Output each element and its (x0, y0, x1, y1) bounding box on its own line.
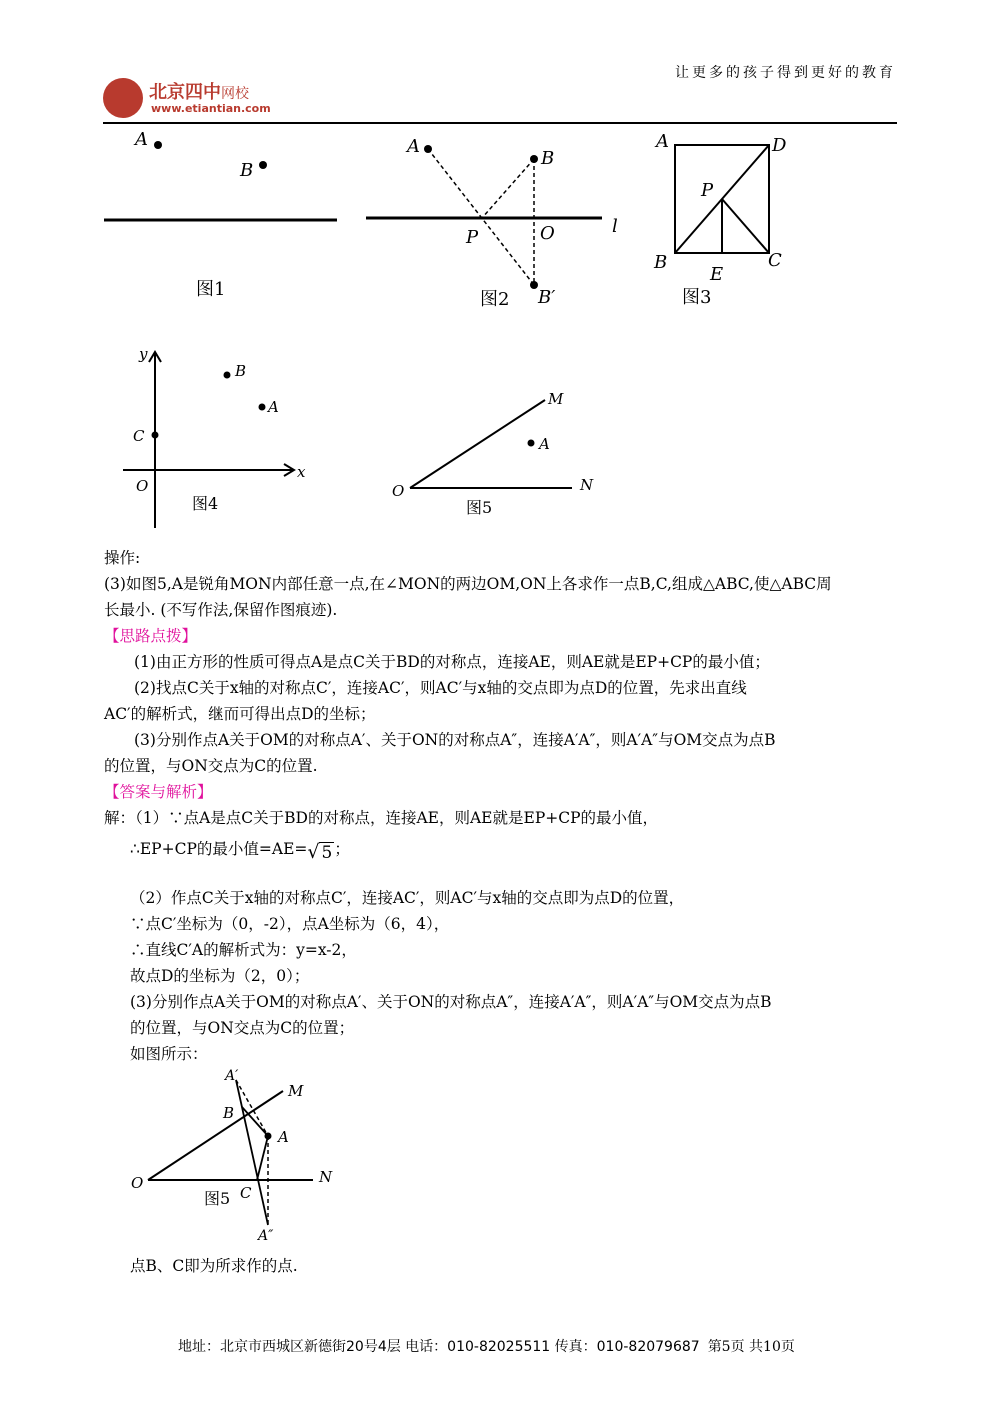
fig2-label-b-prime: B′ (538, 287, 556, 308)
site-logo (103, 74, 283, 120)
question-3-line-1: (3)如图5,A是锐角MON内部任意一点,在∠MON的两边OM,ON上各求作一点B,C,组成△ABC,使△ABC周 (104, 575, 832, 593)
fig1-caption: 图1 (196, 279, 226, 300)
fig5b-label-b: B (223, 1104, 235, 1122)
fig2-label-a: A (407, 136, 420, 157)
figures-row-2 (0, 340, 1000, 535)
fig5b-label-a: A (278, 1128, 289, 1146)
fig4-caption: 图4 (192, 494, 219, 513)
fig5b-caption: 图5 (204, 1189, 231, 1208)
fig5-label-m: M (548, 390, 564, 408)
footer-page-number: 第5页 共10页 (707, 1339, 795, 1355)
logo-url: www.etiantian.com (151, 102, 271, 115)
solution-2-line-3: ∴直线C′A的解析式为：y=x-2， (130, 941, 357, 959)
fig2-label-o: O (540, 223, 555, 244)
figure-5-solution (0, 1062, 1000, 1252)
fig3-label-p: P (701, 180, 714, 201)
final-statement: 点B、C即为所求作的点. (130, 1257, 298, 1275)
sqrt-five: √ 5 (307, 841, 333, 863)
logo-sub: 网校 (221, 86, 249, 102)
figure-2 (366, 136, 618, 310)
solution-2-line-4: 故点D的坐标为（2，0）； (130, 967, 310, 985)
fig4-label-o: O (136, 477, 149, 495)
fig5-label-a: A (539, 435, 550, 453)
figures-row-1 (0, 125, 1000, 315)
hint-heading: 【思路点拨】 (104, 627, 198, 645)
fig3-label-e: E (710, 264, 724, 285)
header-slogan: 让更多的孩子得到更好的教育 (675, 65, 896, 81)
fig5b-label-m: M (288, 1082, 304, 1100)
answer-heading: 【答案与解析】 (104, 783, 213, 801)
solution-2-line-1: （2）作点C关于x轴的对称点C′，连接AC′，则AC′与x轴的交点即为点D的位置， (130, 889, 685, 907)
fig2-label-l: l (612, 216, 618, 237)
figure-4 (123, 345, 306, 528)
hint-2-line-1: (2)找点C关于x轴的对称点C′，连接AC′，则AC′与x轴的交点即为点D的位置，先求出直线 (134, 679, 747, 697)
fig4-label-x: x (297, 463, 306, 481)
fig4-label-a: A (268, 398, 279, 416)
solution-1-result-end: ； (334, 840, 350, 858)
fig4-label-y: y (139, 345, 148, 363)
question-3-line-2: 长最小. (不写作法,保留作图痕迹). (104, 601, 338, 619)
text-operation: 操作: (104, 549, 141, 567)
fig5-label-o: O (392, 482, 405, 500)
sqrt-radicand: 5 (321, 843, 333, 863)
hint-2-line-2: AC′的解析式，继而可得出点D的坐标； (104, 705, 376, 723)
solution-1: 解：（1）∵点A是点C关于BD的对称点，连接AE，则AE就是EP+CP的最小值， (104, 809, 659, 827)
fig3-caption: 图3 (682, 287, 712, 308)
fig2-label-p: P (466, 227, 479, 248)
fig1-label-a: A (135, 129, 148, 150)
logo-emblem-icon (103, 78, 143, 118)
fig5b-label-a-double-prime: A″ (258, 1228, 274, 1244)
fig1-label-b: B (240, 160, 254, 181)
figure-1 (104, 129, 337, 300)
fig5b-label-n: N (319, 1168, 333, 1186)
fig5-label-n: N (580, 476, 594, 494)
solution-1-result (104, 836, 930, 866)
header-divider (103, 122, 897, 124)
solution-1-result-text: ∴EP+CP的最小值=AE= (130, 840, 308, 858)
fig2-caption: 图2 (480, 289, 510, 310)
fig5-caption: 图5 (466, 498, 493, 517)
hint-3-line-1: (3)分别作点A关于OM的对称点A′、关于ON的对称点A″，连接A′A″，则A′A″与OM交点为点B (134, 731, 776, 749)
figure-5 (392, 390, 594, 517)
page-footer (178, 1336, 795, 1356)
logo-name: 北京四中 (149, 82, 221, 103)
fig3-label-a: A (656, 131, 669, 152)
fig2-label-b: B (541, 148, 555, 169)
fig5b-label-c: C (240, 1184, 252, 1202)
solution-3-line-3: 如图所示： (130, 1045, 208, 1063)
figure-3 (653, 131, 787, 308)
footer-address: 地址：北京市西城区新德街20号4层 电话：010-82025511 传真：010-82079687 (178, 1339, 700, 1355)
fig3-label-d: D (772, 135, 787, 156)
hint-3-line-2: 的位置，与ON交点为C的位置. (104, 757, 318, 775)
fig3-label-b: B (654, 252, 668, 273)
fig4-label-c: C (133, 427, 145, 445)
fig4-label-b: B (235, 362, 247, 380)
solution-3-line-1: (3)分别作点A关于OM的对称点A′、关于ON的对称点A″，连接A′A″，则A′A″与OM交点为点B (130, 993, 772, 1011)
hint-1: (1)由正方形的性质可得点A是点C关于BD的对称点，连接AE，则AE就是EP+CP的最小值； (134, 653, 770, 671)
solution-3-line-2: 的位置，与ON交点为C的位置； (130, 1019, 355, 1037)
fig5b-label-a-prime: A′ (225, 1068, 239, 1084)
solution-2-line-2: ∵点C′坐标为（0，-2），点A坐标为（6，4）， (130, 915, 450, 933)
fig5b-label-o: O (131, 1174, 144, 1192)
fig3-label-c: C (768, 250, 782, 271)
